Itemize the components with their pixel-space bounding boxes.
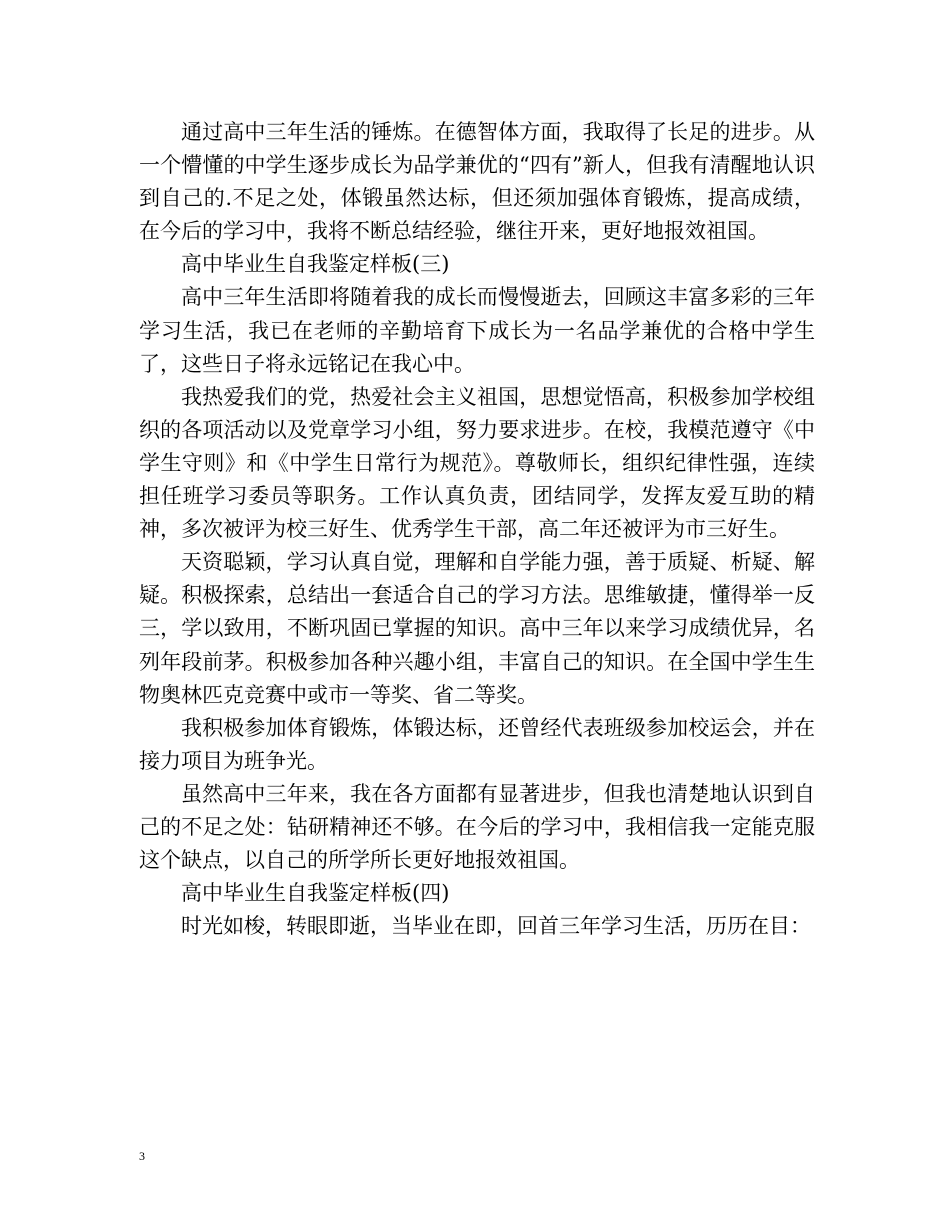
paragraph: 时光如梭，转眼即逝，当毕业在即，回首三年学习生活，历历在目： bbox=[181, 914, 811, 939]
page-number: 3 bbox=[139, 1149, 145, 1163]
paragraph: 通过高中三年生活的锤炼。在德智体方面，我取得了长足的进步。从一个懵懂的中学生逐步成长为品学兼优的“四有”新人，但我有清醒地认识到自己的.不足之处，体锻虽然达标，但还须加强体育锻炼，提高成绩，在今后的学习中，我将不断总结经验，继往开来，更好地报效祖国。 bbox=[139, 120, 815, 244]
paragraph: 我积极参加体育锻炼，体锻达标，还曾经代表班级参加校运会，并在接力项目为班争光。 bbox=[139, 715, 815, 773]
paragraph: 天资聪颖，学习认真自觉，理解和自学能力强，善于质疑、析疑、解疑。积极探索，总结出一套适合自己的学习方法。思维敏捷，懂得举一反三，学以致用，不断巩固已掌握的知识。高中三年以来学习成绩优异，名列年段前茅。积极参加各种兴趣小组，丰富自己的知识。在全国中学生生物奥林匹克竞赛中或市一等奖、省二等奖。 bbox=[139, 550, 815, 707]
document-body bbox=[139, 116, 815, 943]
section-heading: 高中毕业生自我鉴定样板(四) bbox=[181, 881, 450, 906]
paragraph: 高中三年生活即将随着我的成长而慢慢逝去，回顾这丰富多彩的三年学习生活，我已在老师的辛勤培育下成长为一名品学兼优的合格中学生了，这些日子将永远铭记在我心中。 bbox=[139, 285, 815, 376]
paragraph: 虽然高中三年来，我在各方面都有显著进步，但我也清楚地认识到自己的不足之处：钻研精神还不够。在今后的学习中，我相信我一定能克服这个缺点，以自己的所学所长更好地报效祖国。 bbox=[139, 781, 815, 873]
section-heading: 高中毕业生自我鉴定样板(三) bbox=[181, 252, 450, 277]
paragraph: 我热爱我们的党，热爱社会主义祖国，思想觉悟高，积极参加学校组织的各项活动以及党章学习小组，努力要求进步。在校，我模范遵守《中学生守则》和《中学生日常行为规范》。尊敬师长，组织纪律性强，连续担任班学习委员等职务。工作认真负责，团结同学，发挥友爱互助的精神，多次被评为校三好生、优秀学生干部，高二年还被评为市三好生。 bbox=[139, 384, 815, 542]
